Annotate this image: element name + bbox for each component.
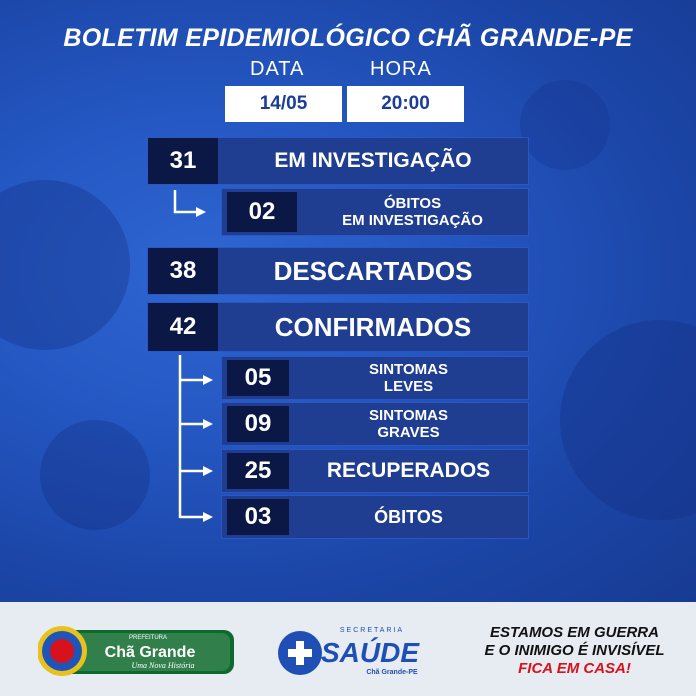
arrow-head-icon	[203, 512, 213, 522]
stat-label-line: ÓBITOS	[383, 195, 442, 212]
date-value: 14/05	[225, 86, 342, 122]
row-obitos	[221, 495, 529, 539]
virus-shape	[520, 80, 610, 170]
stat-label-line: GRAVES	[377, 424, 440, 441]
slogan-line: ESTAMOS EM GUERRA	[490, 624, 659, 641]
slogan	[462, 624, 687, 678]
arrow-head-icon	[196, 207, 206, 217]
prefeitura-logo	[38, 624, 236, 678]
row-em-investigacao	[147, 137, 529, 185]
stat-label: CONFIRMADOS	[274, 311, 472, 342]
stat-value: 31	[148, 138, 218, 184]
stat-label-line: EM INVESTIGAÇÃO	[342, 212, 483, 229]
stat-label: ÓBITOS	[374, 506, 443, 527]
virus-shape	[0, 180, 130, 350]
stat-label-line: LEVES	[383, 378, 434, 395]
row-descartados	[147, 247, 529, 295]
stat-label-line: SINTOMAS	[369, 361, 448, 378]
arrow-head-icon	[203, 466, 213, 476]
svg-text:SAÚDE: SAÚDE	[320, 637, 420, 668]
row-sintomas-leves	[221, 356, 529, 400]
svg-text:Chã Grande: Chã Grande	[104, 644, 196, 661]
stat-value: 25	[227, 453, 289, 489]
svg-text:Chã Grande-PE: Chã Grande-PE	[366, 669, 418, 676]
arrow-head-icon	[203, 419, 213, 429]
row-sintomas-graves	[221, 402, 529, 446]
stat-value: 38	[148, 248, 218, 294]
stat-label-line: SINTOMAS	[369, 407, 448, 424]
slogan-highlight: FICA EM CASA!	[518, 660, 631, 677]
time-value: 20:00	[347, 86, 464, 122]
stat-label: RECUPERADOS	[326, 459, 491, 482]
stat-label	[289, 361, 528, 395]
stat-value: 02	[227, 192, 297, 232]
date-label: DATA	[250, 58, 305, 80]
stat-value: 42	[148, 303, 218, 351]
svg-text:PREFEITURA: PREFEITURA	[128, 635, 168, 641]
stat-label: EM INVESTIGAÇÃO	[274, 149, 472, 172]
stat-value: 09	[227, 406, 289, 442]
stat-value: 03	[227, 499, 289, 535]
footer-bar	[0, 602, 696, 696]
virus-shape	[40, 420, 150, 530]
row-recuperados	[221, 449, 529, 493]
slogan-line: E O INIMIGO É INVISÍVEL	[484, 642, 665, 659]
saude-logo	[272, 620, 432, 682]
svg-text:Uma Nova História: Uma Nova História	[131, 661, 195, 670]
stat-label	[297, 195, 528, 229]
row-confirmados	[147, 302, 529, 352]
stat-value: 05	[227, 360, 289, 396]
svg-text:SECRETARIA: SECRETARIA	[339, 627, 405, 634]
stat-label	[289, 407, 528, 441]
time-label: HORA	[370, 58, 432, 80]
bulletin-title: BOLETIM EPIDEMIOLÓGICO CHÃ GRANDE-PE	[63, 24, 633, 52]
virus-shape	[560, 320, 696, 520]
stat-label: DESCARTADOS	[273, 255, 473, 286]
arrow-head-icon	[203, 375, 213, 385]
row-obitos-em-investigacao	[221, 188, 529, 236]
